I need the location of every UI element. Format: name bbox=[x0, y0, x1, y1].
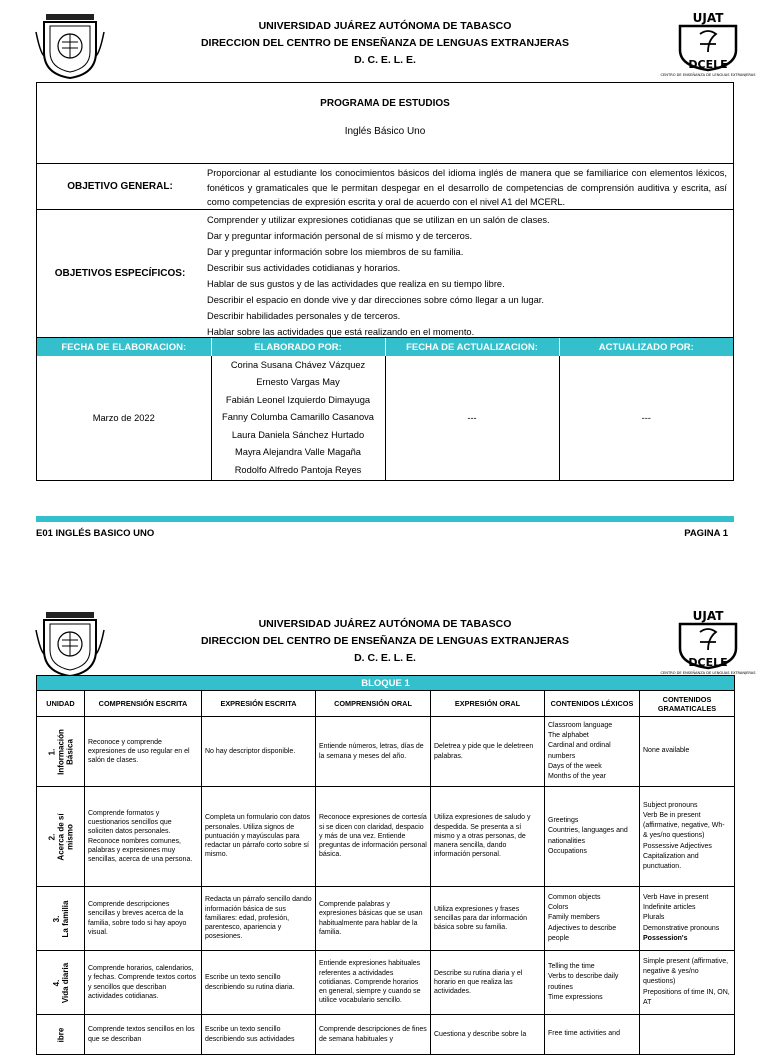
lexical-contents-cell bbox=[545, 887, 640, 951]
oral-comprehension-cell: Comprende descripciones de fines de semana habituales y bbox=[316, 1015, 431, 1055]
unit-cell bbox=[37, 717, 85, 787]
grammar-contents-cell bbox=[640, 887, 735, 951]
grammar-item: Demonstrative pronouns bbox=[643, 924, 720, 932]
grammar-item: Indefinite articles bbox=[643, 904, 696, 912]
written-expression-cell: Completa un formulario con datos personales. Utiliza signos de puntuación y mayúsculas para redactar un párrafo corto sobre sí mismo. bbox=[202, 787, 316, 887]
page2-header bbox=[0, 598, 768, 678]
unit-label bbox=[47, 729, 74, 775]
lexical-item: Telling the time bbox=[548, 963, 595, 971]
grammar-item: Possessive Adjectives bbox=[643, 842, 712, 850]
unit-number: 1. bbox=[47, 748, 56, 755]
page1-header bbox=[0, 0, 768, 80]
update-date: --- bbox=[385, 356, 559, 480]
unit-number: 3. bbox=[51, 915, 61, 922]
table-row bbox=[37, 1015, 735, 1055]
author-name: Rodolfo Alfredo Pantoja Reyes bbox=[234, 464, 362, 475]
written-comprehension-cell: Comprende formatos y cuestionarios sencillos que soliciten datos personales. Reconoce nombres comunes, palabras y expresiones muy sencillas, acerca de una persona. bbox=[85, 787, 202, 887]
oral-comprehension-cell: Entiende expresiones habituales referentes a actividades cotidianas. Comprende horarios en general, siempre y cuando se utilice vocabulario sencillo. bbox=[316, 951, 431, 1015]
unit-label bbox=[47, 813, 74, 860]
unit-cell bbox=[37, 951, 85, 1015]
lexical-item: Adjectives to describe people bbox=[548, 924, 617, 942]
oral-comprehension-cell: Reconoce expresiones de cortesía si se dicen con claridad, despacio y más de una vez. Entiende preguntas de información personal básica. bbox=[316, 787, 431, 887]
col-contenidos-lexicos: CONTENIDOS LÉXICOS bbox=[545, 691, 640, 717]
header-elaborado-por: ELABORADO POR: bbox=[211, 338, 385, 356]
department-name: DIRECCION DEL CENTRO DE ENSEÑANZA DE LENGUAS EXTRANJERAS bbox=[200, 37, 570, 49]
oral-comprehension-cell: Comprende palabras y expresiones básicas que se usan habitualmente para hablar de la familia. bbox=[316, 887, 431, 951]
written-expression-cell: Escribe un texto sencillo describiendo sus actividades bbox=[202, 1015, 316, 1055]
written-expression-cell: Redacta un párrafo sencillo dando información básica de sus familiares: edad, profesión, parentesco, apariencia y posesiones. bbox=[202, 887, 316, 951]
lexical-item: Days of the week bbox=[548, 762, 602, 770]
oral-expression-cell: Utiliza expresiones de saludo y despedida. Se presenta a sí mismo y a otras personas, de manera sencilla, dando información personal. bbox=[431, 787, 545, 887]
author-name: Fabián Leonel Izquierdo Dimayuga bbox=[225, 394, 371, 405]
author-name: Corina Susana Chávez Vázquez bbox=[230, 359, 366, 370]
col-contenidos-gramaticales: CONTENIDOS GRAMATICALES bbox=[640, 691, 735, 717]
specific-objective-item: Comprender y utilizar expresiones cotidianas que se utilizan en un salón de clases. bbox=[207, 215, 550, 225]
grammar-item: Verb Be in present (affirmative, negative, Wh- & yes/no questions) bbox=[643, 811, 725, 840]
unit-name: Acerca de sí mismo bbox=[56, 812, 74, 861]
course-name: Inglés Básico Uno bbox=[344, 126, 426, 137]
unit-cell bbox=[37, 1015, 85, 1055]
author-name: Fanny Columba Camarillo Casanova bbox=[222, 412, 374, 423]
specific-objective-item: Hablar de sus gustos y de las actividades que realiza en su tiempo libre. bbox=[207, 279, 505, 289]
grammar-contents-cell bbox=[640, 787, 735, 887]
lexical-item: Classroom language bbox=[548, 721, 613, 729]
unit-name: Vida diaria bbox=[60, 962, 70, 1003]
table-row bbox=[37, 951, 735, 1015]
oral-expression-cell: Describe su rutina diaria y el horario en que realiza las actividades. bbox=[431, 951, 545, 1015]
lexical-item: Free time activities and bbox=[548, 1030, 620, 1038]
written-comprehension-cell: Comprende horarios, calendarios, y fechas. Comprende textos cortos y sencillos que describan actividades cotidianas. bbox=[85, 951, 202, 1015]
lexical-contents-cell bbox=[545, 787, 640, 887]
university-name: UNIVERSIDAD JUÁREZ AUTÓNOMA DE TABASCO bbox=[258, 20, 512, 32]
general-objective-label: OBJETIVO GENERAL: bbox=[67, 181, 173, 192]
table-row bbox=[37, 887, 735, 951]
oral-comprehension-cell: Entiende números, letras, días de la semana y meses del año. bbox=[316, 717, 431, 787]
header-fecha-elaboracion: FECHA DE ELABORACION: bbox=[37, 338, 211, 356]
unit-name: La familia bbox=[60, 900, 70, 937]
table-row bbox=[37, 787, 735, 887]
lexical-item: Cardinal and ordinal numbers bbox=[548, 742, 611, 760]
specific-objective-item: Describir el espacio en donde vive y dar direcciones sobre cómo llegar a un lugar. bbox=[207, 295, 544, 305]
lexical-item: Colors bbox=[548, 904, 569, 912]
oral-expression-cell: Deletrea y pide que le deletreen palabras. bbox=[431, 717, 545, 787]
unit-label bbox=[56, 1027, 65, 1042]
grammar-contents-cell bbox=[640, 1015, 735, 1055]
page-footer bbox=[36, 528, 734, 539]
dcele-logo-text: DCELE bbox=[688, 58, 728, 71]
grammar-item: Plurals bbox=[643, 914, 665, 922]
lexical-item: Countries, languages and nationalities bbox=[548, 827, 628, 845]
header-actualizado-por: ACTUALIZADO POR: bbox=[559, 338, 733, 356]
footer-divider bbox=[36, 516, 734, 522]
ujat-crest-logo-left bbox=[36, 12, 104, 80]
grammar-item: Verb Have in present bbox=[643, 893, 709, 901]
dcele-logo-right bbox=[660, 10, 756, 80]
footer-course-code: E01 INGLÉS BASICO UNO bbox=[36, 528, 155, 539]
col-expresion-oral: EXPRESIÓN ORAL bbox=[431, 691, 545, 717]
footer-page-number: PAGINA 1 bbox=[684, 528, 728, 539]
department-name: DIRECCION DEL CENTRO DE ENSEÑANZA DE LENGUAS EXTRANJERAS bbox=[200, 635, 570, 647]
lexical-item: Common objects bbox=[548, 893, 601, 901]
unit-cell bbox=[37, 887, 85, 951]
grammar-item: Possession's bbox=[643, 934, 688, 942]
specific-objective-item: Dar y preguntar información personal de sí mismo y de terceros. bbox=[207, 231, 473, 241]
dcele-logo-right bbox=[660, 608, 756, 678]
grammar-item: None available bbox=[643, 747, 690, 755]
grammar-contents-cell bbox=[640, 717, 735, 787]
dcele-logo-caption: CENTRO DE ENSEÑANZA DE LENGUAS EXTRANJERAS bbox=[660, 671, 756, 675]
program-box bbox=[36, 82, 734, 164]
specific-objectives-row bbox=[36, 210, 734, 338]
oral-expression-cell: Cuestiona y describe sobre la bbox=[431, 1015, 545, 1055]
col-unidad: UNIDAD bbox=[37, 691, 85, 717]
ujat-crest-logo-left bbox=[36, 610, 104, 678]
lexical-item: Verbs to describe daily routines bbox=[548, 973, 619, 991]
col-comprension-oral: COMPRENSIÓN ORAL bbox=[316, 691, 431, 717]
specific-objective-item: Hablar sobre las actividades que está realizando en el momento. bbox=[207, 327, 475, 337]
lexical-item: The alphabet bbox=[548, 732, 589, 740]
lexical-contents-cell bbox=[545, 951, 640, 1015]
department-acronym: D. C. E. L. E. bbox=[354, 652, 416, 664]
specific-objective-item: Dar y preguntar información sobre los miembros de su familia. bbox=[207, 247, 464, 257]
col-expresion-escrita: EXPRESIÓN ESCRITA bbox=[202, 691, 316, 717]
grammar-contents-cell bbox=[640, 951, 735, 1015]
bloque-title: BLOQUE 1 bbox=[37, 676, 735, 691]
ujat-logo-text: UJAT bbox=[692, 609, 724, 623]
oral-expression-cell: Utiliza expresiones y frases sencillas para dar información básica sobre su familia. bbox=[431, 887, 545, 951]
lexical-item: Months of the year bbox=[548, 772, 606, 780]
unit-label bbox=[52, 962, 70, 1002]
general-objective-row bbox=[36, 164, 734, 210]
lexical-item: Family members bbox=[548, 914, 600, 922]
authors-list bbox=[211, 356, 385, 480]
unit-name: Información Básica bbox=[56, 728, 74, 775]
grammar-item: Subject pronouns bbox=[643, 801, 698, 809]
author-name: Mayra Alejandra Valle Magaña bbox=[235, 447, 361, 458]
program-title: PROGRAMA DE ESTUDIOS bbox=[320, 98, 450, 109]
written-expression-cell: No hay descriptor disponible. bbox=[202, 717, 316, 787]
grammar-item: Simple present (affirmative, negative & yes/no questions) bbox=[643, 957, 729, 986]
elaboration-date: Marzo de 2022 bbox=[37, 356, 211, 480]
general-objective-text: Proporcionar al estudiante los conocimientos básicos del idioma inglés de manera que se familiarice con elementos léxicos, fonéticos y gramaticales que le permitan despegar en el desarrollo de competencias de comprensión auditiva y escrita, así como competencias de expresión escrita y oral de acuerdo con el nivel A1 del MCERL. bbox=[207, 168, 727, 207]
authorship-table bbox=[36, 338, 734, 481]
lexical-item: Occupations bbox=[548, 847, 587, 855]
specific-objective-item: Describir sus actividades cotidianas y horarios. bbox=[207, 263, 401, 273]
unit-label bbox=[52, 900, 70, 937]
written-comprehension-cell: Reconoce y comprende expresiones de uso regular en el salón de clases. bbox=[85, 717, 202, 787]
unit-number: 2. bbox=[47, 833, 56, 840]
specific-objectives-list bbox=[207, 212, 727, 340]
written-comprehension-cell: Comprende textos sencillos en los que se describan bbox=[85, 1015, 202, 1055]
university-name: UNIVERSIDAD JUÁREZ AUTÓNOMA DE TABASCO bbox=[258, 618, 512, 630]
header-fecha-actualizacion: FECHA DE ACTUALIZACION: bbox=[385, 338, 559, 356]
lexical-contents-cell bbox=[545, 717, 640, 787]
updated-by: --- bbox=[641, 413, 651, 423]
lexical-item: Greetings bbox=[548, 817, 579, 825]
lexical-item: Time expressions bbox=[548, 993, 603, 1001]
grammar-item: Prepositions of time IN, ON, AT bbox=[643, 988, 730, 1006]
department-acronym: D. C. E. L. E. bbox=[354, 54, 416, 66]
table-row bbox=[37, 717, 735, 787]
written-expression-cell: Escribe un texto sencillo describiendo su rutina diaria. bbox=[202, 951, 316, 1015]
ujat-logo-text: UJAT bbox=[692, 11, 724, 25]
grammar-item: Capitalization and punctuation. bbox=[643, 852, 699, 870]
unit-cell bbox=[37, 787, 85, 887]
unit-number: 4. bbox=[51, 979, 61, 986]
lexical-contents-cell bbox=[545, 1015, 640, 1055]
written-comprehension-cell: Comprende descripciones sencillas y breves acerca de la familia, sobre todo si hay apoyo visual. bbox=[85, 887, 202, 951]
specific-objectives-label: OBJETIVOS ESPECÍFICOS: bbox=[54, 268, 186, 279]
dcele-logo-caption: CENTRO DE ENSEÑANZA DE LENGUAS EXTRANJERAS bbox=[660, 73, 756, 77]
dcele-logo-text: DCELE bbox=[688, 656, 728, 669]
specific-objective-item: Describir habilidades personales y de terceros. bbox=[207, 311, 401, 321]
author-name: Laura Daniela Sánchez Hurtado bbox=[231, 429, 365, 440]
author-name: Ernesto Vargas May bbox=[256, 377, 340, 388]
unit-name: ibre bbox=[56, 1027, 65, 1042]
col-comprension-escrita: COMPRENSIÓN ESCRITA bbox=[85, 691, 202, 717]
bloque-table bbox=[36, 675, 734, 1055]
